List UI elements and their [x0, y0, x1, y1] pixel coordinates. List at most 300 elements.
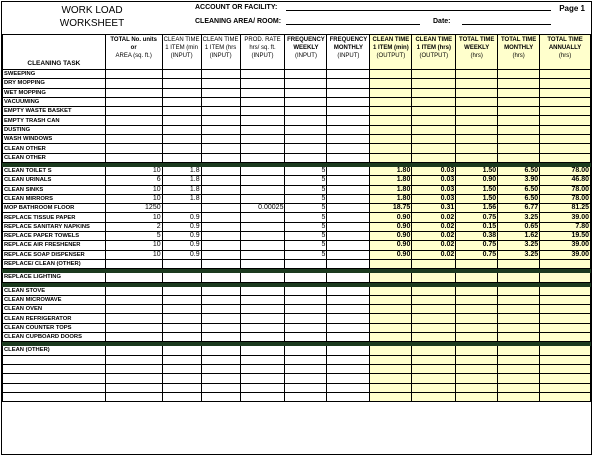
input-cell[interactable]	[285, 153, 327, 162]
output-cell[interactable]	[540, 346, 591, 355]
input-cell[interactable]	[105, 107, 162, 116]
output-cell[interactable]: 0.02	[412, 213, 456, 222]
input-cell[interactable]	[201, 185, 240, 194]
output-cell[interactable]: 0.03	[412, 176, 456, 185]
output-cell[interactable]	[370, 346, 412, 355]
input-cell[interactable]: 1250	[105, 204, 162, 213]
output-cell[interactable]	[412, 383, 456, 392]
input-cell[interactable]	[201, 383, 240, 392]
output-cell[interactable]	[412, 295, 456, 304]
input-cell[interactable]	[285, 346, 327, 355]
output-cell[interactable]: 81.25	[540, 204, 591, 213]
input-cell[interactable]	[327, 153, 370, 162]
output-cell[interactable]	[412, 286, 456, 295]
output-cell[interactable]	[412, 144, 456, 153]
input-cell[interactable]	[240, 153, 285, 162]
output-cell[interactable]	[456, 323, 498, 332]
input-cell[interactable]	[201, 88, 240, 97]
input-cell[interactable]: 1.8	[162, 176, 201, 185]
output-cell[interactable]: 1.80	[370, 176, 412, 185]
input-cell[interactable]	[162, 305, 201, 314]
output-cell[interactable]	[498, 153, 540, 162]
input-cell[interactable]	[105, 323, 162, 332]
input-cell[interactable]	[201, 79, 240, 88]
output-cell[interactable]: 0.75	[456, 241, 498, 250]
input-cell[interactable]	[327, 259, 370, 268]
output-cell[interactable]	[412, 70, 456, 79]
input-cell[interactable]	[285, 259, 327, 268]
area-field[interactable]	[286, 24, 420, 25]
input-cell[interactable]	[162, 116, 201, 125]
output-cell[interactable]	[412, 107, 456, 116]
input-cell[interactable]	[240, 176, 285, 185]
output-cell[interactable]	[498, 259, 540, 268]
input-cell[interactable]	[105, 346, 162, 355]
output-cell[interactable]: 6.50	[498, 194, 540, 203]
input-cell[interactable]	[162, 259, 201, 268]
input-cell[interactable]	[327, 383, 370, 392]
input-cell[interactable]	[240, 314, 285, 323]
output-cell[interactable]: 6.50	[498, 185, 540, 194]
output-cell[interactable]	[540, 286, 591, 295]
input-cell[interactable]	[105, 364, 162, 373]
input-cell[interactable]: 5	[285, 241, 327, 250]
output-cell[interactable]: 3.90	[498, 176, 540, 185]
input-cell[interactable]	[285, 305, 327, 314]
output-cell[interactable]: 0.03	[412, 166, 456, 175]
input-cell[interactable]	[201, 295, 240, 304]
input-cell[interactable]: 5	[285, 213, 327, 222]
output-cell[interactable]	[412, 97, 456, 106]
input-cell[interactable]	[201, 166, 240, 175]
input-cell[interactable]: 10	[105, 250, 162, 259]
input-cell[interactable]	[285, 314, 327, 323]
output-cell[interactable]: 7.80	[540, 222, 591, 231]
output-cell[interactable]: 3.25	[498, 250, 540, 259]
input-cell[interactable]	[285, 333, 327, 342]
date-field[interactable]	[462, 24, 551, 25]
input-cell[interactable]	[327, 88, 370, 97]
output-cell[interactable]	[370, 355, 412, 364]
output-cell[interactable]: 0.38	[456, 232, 498, 241]
output-cell[interactable]	[456, 79, 498, 88]
input-cell[interactable]	[162, 383, 201, 392]
input-cell[interactable]	[285, 88, 327, 97]
output-cell[interactable]	[412, 88, 456, 97]
input-cell[interactable]	[162, 135, 201, 144]
input-cell[interactable]	[162, 374, 201, 383]
input-cell[interactable]: 10	[105, 185, 162, 194]
input-cell[interactable]	[285, 383, 327, 392]
output-cell[interactable]: 78.00	[540, 166, 591, 175]
input-cell[interactable]	[327, 374, 370, 383]
input-cell[interactable]	[162, 314, 201, 323]
input-cell[interactable]	[240, 346, 285, 355]
input-cell[interactable]	[285, 392, 327, 401]
input-cell[interactable]	[201, 286, 240, 295]
input-cell[interactable]	[240, 241, 285, 250]
output-cell[interactable]: 1.62	[498, 232, 540, 241]
input-cell[interactable]	[201, 374, 240, 383]
input-cell[interactable]: 1.8	[162, 166, 201, 175]
output-cell[interactable]	[370, 374, 412, 383]
input-cell[interactable]	[201, 392, 240, 401]
output-cell[interactable]	[370, 125, 412, 134]
input-cell[interactable]	[327, 305, 370, 314]
input-cell[interactable]	[285, 323, 327, 332]
output-cell[interactable]: 0.75	[456, 250, 498, 259]
input-cell[interactable]: 5	[285, 185, 327, 194]
input-cell[interactable]	[240, 213, 285, 222]
output-cell[interactable]	[540, 144, 591, 153]
output-cell[interactable]	[370, 364, 412, 373]
input-cell[interactable]	[201, 232, 240, 241]
input-cell[interactable]	[201, 176, 240, 185]
input-cell[interactable]: 0.00025	[240, 204, 285, 213]
input-cell[interactable]	[327, 176, 370, 185]
input-cell[interactable]	[105, 305, 162, 314]
output-cell[interactable]: 78.00	[540, 185, 591, 194]
output-cell[interactable]	[498, 79, 540, 88]
input-cell[interactable]	[105, 259, 162, 268]
output-cell[interactable]: 1.80	[370, 194, 412, 203]
output-cell[interactable]	[540, 116, 591, 125]
input-cell[interactable]	[201, 314, 240, 323]
input-cell[interactable]	[240, 295, 285, 304]
output-cell[interactable]	[456, 88, 498, 97]
input-cell[interactable]	[105, 79, 162, 88]
input-cell[interactable]: 5	[285, 250, 327, 259]
output-cell[interactable]	[412, 374, 456, 383]
input-cell[interactable]	[105, 273, 162, 282]
output-cell[interactable]	[540, 135, 591, 144]
input-cell[interactable]	[105, 116, 162, 125]
output-cell[interactable]	[498, 116, 540, 125]
input-cell[interactable]	[240, 374, 285, 383]
output-cell[interactable]	[498, 333, 540, 342]
input-cell[interactable]	[240, 392, 285, 401]
input-cell[interactable]	[105, 374, 162, 383]
output-cell[interactable]	[456, 144, 498, 153]
output-cell[interactable]: 46.80	[540, 176, 591, 185]
input-cell[interactable]: 1.8	[162, 185, 201, 194]
output-cell[interactable]	[456, 286, 498, 295]
input-cell[interactable]	[240, 194, 285, 203]
output-cell[interactable]	[540, 125, 591, 134]
input-cell[interactable]	[105, 392, 162, 401]
input-cell[interactable]	[201, 333, 240, 342]
output-cell[interactable]: 6.50	[498, 166, 540, 175]
output-cell[interactable]: 78.00	[540, 194, 591, 203]
output-cell[interactable]	[370, 116, 412, 125]
output-cell[interactable]	[498, 295, 540, 304]
output-cell[interactable]	[456, 259, 498, 268]
output-cell[interactable]: 3.25	[498, 213, 540, 222]
output-cell[interactable]	[456, 273, 498, 282]
output-cell[interactable]	[456, 383, 498, 392]
output-cell[interactable]	[412, 116, 456, 125]
input-cell[interactable]	[327, 97, 370, 106]
input-cell[interactable]	[327, 346, 370, 355]
input-cell[interactable]	[105, 153, 162, 162]
output-cell[interactable]	[498, 305, 540, 314]
output-cell[interactable]	[370, 259, 412, 268]
output-cell[interactable]: 0.90	[370, 250, 412, 259]
input-cell[interactable]	[327, 333, 370, 342]
input-cell[interactable]	[240, 355, 285, 364]
output-cell[interactable]	[540, 295, 591, 304]
input-cell[interactable]	[201, 213, 240, 222]
output-cell[interactable]	[370, 97, 412, 106]
input-cell[interactable]	[240, 88, 285, 97]
input-cell[interactable]	[105, 97, 162, 106]
output-cell[interactable]	[412, 305, 456, 314]
input-cell[interactable]	[162, 88, 201, 97]
input-cell[interactable]	[240, 333, 285, 342]
input-cell[interactable]	[105, 355, 162, 364]
output-cell[interactable]	[456, 314, 498, 323]
input-cell[interactable]	[201, 355, 240, 364]
input-cell[interactable]	[327, 185, 370, 194]
output-cell[interactable]	[370, 295, 412, 304]
output-cell[interactable]	[412, 314, 456, 323]
input-cell[interactable]	[201, 346, 240, 355]
input-cell[interactable]	[240, 107, 285, 116]
input-cell[interactable]	[201, 70, 240, 79]
output-cell[interactable]	[370, 305, 412, 314]
output-cell[interactable]	[498, 97, 540, 106]
output-cell[interactable]	[540, 88, 591, 97]
input-cell[interactable]	[105, 88, 162, 97]
input-cell[interactable]: 10	[105, 241, 162, 250]
output-cell[interactable]: 0.90	[370, 213, 412, 222]
input-cell[interactable]: 0.9	[162, 250, 201, 259]
output-cell[interactable]: 0.90	[370, 222, 412, 231]
input-cell[interactable]	[327, 144, 370, 153]
output-cell[interactable]	[370, 392, 412, 401]
output-cell[interactable]: 39.00	[540, 241, 591, 250]
input-cell[interactable]: 0.9	[162, 232, 201, 241]
input-cell[interactable]	[285, 355, 327, 364]
input-cell[interactable]	[162, 333, 201, 342]
output-cell[interactable]	[370, 79, 412, 88]
output-cell[interactable]: 0.90	[370, 232, 412, 241]
output-cell[interactable]	[412, 346, 456, 355]
output-cell[interactable]	[412, 355, 456, 364]
input-cell[interactable]	[240, 185, 285, 194]
input-cell[interactable]	[201, 116, 240, 125]
output-cell[interactable]: 1.56	[456, 204, 498, 213]
output-cell[interactable]	[456, 135, 498, 144]
input-cell[interactable]	[285, 295, 327, 304]
output-cell[interactable]: 1.80	[370, 166, 412, 175]
output-cell[interactable]	[456, 355, 498, 364]
output-cell[interactable]	[498, 107, 540, 116]
input-cell[interactable]: 5	[285, 176, 327, 185]
output-cell[interactable]	[540, 97, 591, 106]
output-cell[interactable]	[498, 144, 540, 153]
output-cell[interactable]: 0.90	[370, 241, 412, 250]
input-cell[interactable]: 2	[105, 222, 162, 231]
output-cell[interactable]	[540, 273, 591, 282]
output-cell[interactable]: 39.00	[540, 213, 591, 222]
output-cell[interactable]	[456, 333, 498, 342]
input-cell[interactable]	[327, 314, 370, 323]
input-cell[interactable]	[240, 232, 285, 241]
output-cell[interactable]	[456, 392, 498, 401]
input-cell[interactable]	[327, 392, 370, 401]
output-cell[interactable]	[370, 70, 412, 79]
output-cell[interactable]	[456, 346, 498, 355]
input-cell[interactable]	[201, 107, 240, 116]
input-cell[interactable]	[201, 144, 240, 153]
output-cell[interactable]	[456, 70, 498, 79]
input-cell[interactable]	[162, 392, 201, 401]
input-cell[interactable]	[327, 194, 370, 203]
output-cell[interactable]	[540, 323, 591, 332]
output-cell[interactable]	[412, 259, 456, 268]
output-cell[interactable]: 19.50	[540, 232, 591, 241]
output-cell[interactable]: 0.03	[412, 185, 456, 194]
output-cell[interactable]	[456, 153, 498, 162]
input-cell[interactable]	[201, 125, 240, 134]
output-cell[interactable]: 0.15	[456, 222, 498, 231]
output-cell[interactable]: 1.50	[456, 194, 498, 203]
input-cell[interactable]	[240, 286, 285, 295]
output-cell[interactable]: 0.02	[412, 232, 456, 241]
input-cell[interactable]	[240, 383, 285, 392]
input-cell[interactable]	[201, 273, 240, 282]
output-cell[interactable]	[498, 383, 540, 392]
input-cell[interactable]: 5	[285, 232, 327, 241]
input-cell[interactable]: 10	[105, 166, 162, 175]
output-cell[interactable]	[498, 273, 540, 282]
output-cell[interactable]	[370, 314, 412, 323]
input-cell[interactable]	[285, 97, 327, 106]
output-cell[interactable]	[540, 107, 591, 116]
input-cell[interactable]: 10	[105, 213, 162, 222]
output-cell[interactable]	[412, 153, 456, 162]
output-cell[interactable]	[412, 135, 456, 144]
input-cell[interactable]	[285, 374, 327, 383]
input-cell[interactable]	[240, 79, 285, 88]
input-cell[interactable]	[327, 107, 370, 116]
input-cell[interactable]	[162, 273, 201, 282]
output-cell[interactable]: 0.02	[412, 250, 456, 259]
input-cell[interactable]	[201, 153, 240, 162]
input-cell[interactable]	[201, 305, 240, 314]
output-cell[interactable]	[456, 116, 498, 125]
input-cell[interactable]: 5	[285, 194, 327, 203]
input-cell[interactable]	[240, 305, 285, 314]
input-cell[interactable]: 0.9	[162, 222, 201, 231]
input-cell[interactable]	[105, 70, 162, 79]
input-cell[interactable]	[327, 79, 370, 88]
input-cell[interactable]	[240, 70, 285, 79]
input-cell[interactable]: 6	[105, 176, 162, 185]
output-cell[interactable]	[456, 305, 498, 314]
output-cell[interactable]	[498, 286, 540, 295]
input-cell[interactable]	[327, 286, 370, 295]
input-cell[interactable]	[327, 70, 370, 79]
input-cell[interactable]	[285, 273, 327, 282]
input-cell[interactable]	[327, 232, 370, 241]
input-cell[interactable]	[240, 323, 285, 332]
input-cell[interactable]	[327, 222, 370, 231]
input-cell[interactable]: 1.8	[162, 194, 201, 203]
output-cell[interactable]	[370, 286, 412, 295]
output-cell[interactable]	[412, 273, 456, 282]
output-cell[interactable]: 0.02	[412, 222, 456, 231]
input-cell[interactable]	[201, 259, 240, 268]
input-cell[interactable]	[285, 364, 327, 373]
input-cell[interactable]	[201, 135, 240, 144]
output-cell[interactable]	[540, 305, 591, 314]
input-cell[interactable]	[162, 153, 201, 162]
input-cell[interactable]	[105, 144, 162, 153]
output-cell[interactable]	[540, 383, 591, 392]
output-cell[interactable]: 0.65	[498, 222, 540, 231]
output-cell[interactable]: 39.00	[540, 250, 591, 259]
input-cell[interactable]	[285, 79, 327, 88]
output-cell[interactable]	[456, 97, 498, 106]
input-cell[interactable]	[327, 355, 370, 364]
input-cell[interactable]	[105, 383, 162, 392]
input-cell[interactable]: 0.9	[162, 241, 201, 250]
input-cell[interactable]	[201, 222, 240, 231]
output-cell[interactable]: 0.31	[412, 204, 456, 213]
input-cell[interactable]	[105, 135, 162, 144]
input-cell[interactable]	[162, 70, 201, 79]
input-cell[interactable]	[327, 166, 370, 175]
output-cell[interactable]	[498, 355, 540, 364]
input-cell[interactable]	[201, 97, 240, 106]
output-cell[interactable]	[540, 355, 591, 364]
output-cell[interactable]	[412, 392, 456, 401]
input-cell[interactable]	[240, 116, 285, 125]
input-cell[interactable]	[162, 107, 201, 116]
input-cell[interactable]	[240, 97, 285, 106]
input-cell[interactable]	[327, 295, 370, 304]
output-cell[interactable]	[498, 364, 540, 373]
output-cell[interactable]	[540, 70, 591, 79]
output-cell[interactable]	[370, 144, 412, 153]
input-cell[interactable]	[240, 222, 285, 231]
input-cell[interactable]	[162, 97, 201, 106]
input-cell[interactable]	[162, 346, 201, 355]
output-cell[interactable]	[370, 383, 412, 392]
input-cell[interactable]	[105, 286, 162, 295]
input-cell[interactable]	[162, 323, 201, 332]
output-cell[interactable]	[498, 88, 540, 97]
input-cell[interactable]	[162, 79, 201, 88]
output-cell[interactable]	[412, 364, 456, 373]
output-cell[interactable]	[456, 125, 498, 134]
input-cell[interactable]	[162, 364, 201, 373]
output-cell[interactable]	[370, 153, 412, 162]
output-cell[interactable]	[540, 374, 591, 383]
input-cell[interactable]	[201, 250, 240, 259]
input-cell[interactable]	[240, 250, 285, 259]
output-cell[interactable]	[498, 135, 540, 144]
output-cell[interactable]	[412, 333, 456, 342]
output-cell[interactable]: 1.50	[456, 185, 498, 194]
input-cell[interactable]	[327, 125, 370, 134]
input-cell[interactable]	[240, 144, 285, 153]
input-cell[interactable]	[105, 314, 162, 323]
input-cell[interactable]	[240, 364, 285, 373]
input-cell[interactable]	[105, 125, 162, 134]
